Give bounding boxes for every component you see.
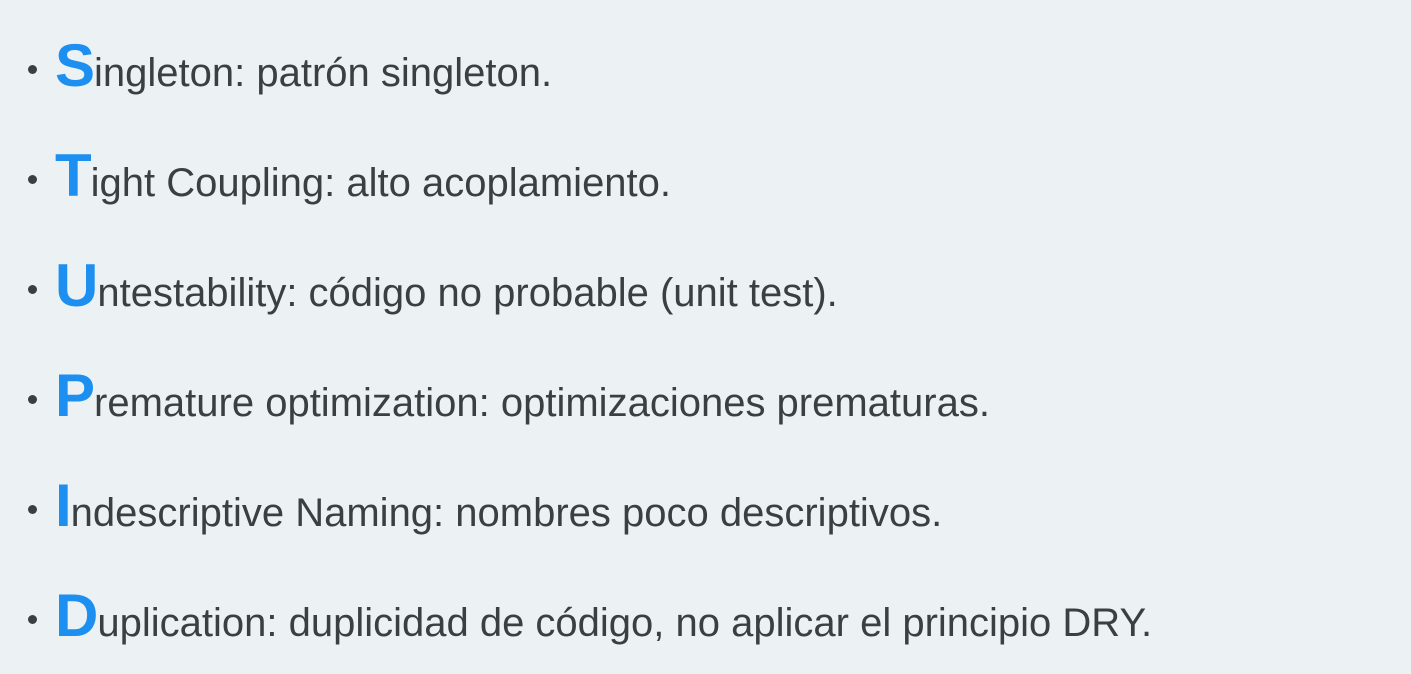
list-item-singleton — [28, 32, 553, 116]
item-initial: T — [55, 142, 91, 209]
list-item-premature-optimization — [28, 362, 990, 446]
bullet-dot — [28, 285, 37, 294]
item-initial: P — [55, 362, 95, 429]
item-initial: S — [55, 32, 95, 99]
item-initial: D — [55, 582, 98, 649]
bullet-dot — [28, 615, 37, 624]
list-item-tight-coupling — [28, 142, 672, 226]
item-initial: I — [55, 472, 71, 539]
item-text: ingleton: patrón singleton. — [94, 51, 553, 95]
item-text: uplication: duplicidad de código, no aplicar el principio DRY. — [97, 601, 1153, 645]
list-item-duplication — [28, 582, 1153, 666]
bullet-dot — [28, 175, 37, 184]
bullet-dot — [28, 65, 37, 74]
item-text: remature optimization: optimizaciones prematuras. — [94, 381, 990, 425]
list-item-indescriptive-naming — [28, 472, 943, 556]
item-initial: U — [55, 252, 98, 319]
list-item-untestability — [28, 252, 838, 336]
item-text: ndescriptive Naming: nombres poco descriptivos. — [70, 491, 943, 535]
item-text: ight Coupling: alto acoplamiento. — [90, 161, 672, 205]
bullet-dot — [28, 395, 37, 404]
bullet-dot — [28, 505, 37, 514]
item-text: ntestability: código no probable (unit test). — [97, 271, 838, 315]
